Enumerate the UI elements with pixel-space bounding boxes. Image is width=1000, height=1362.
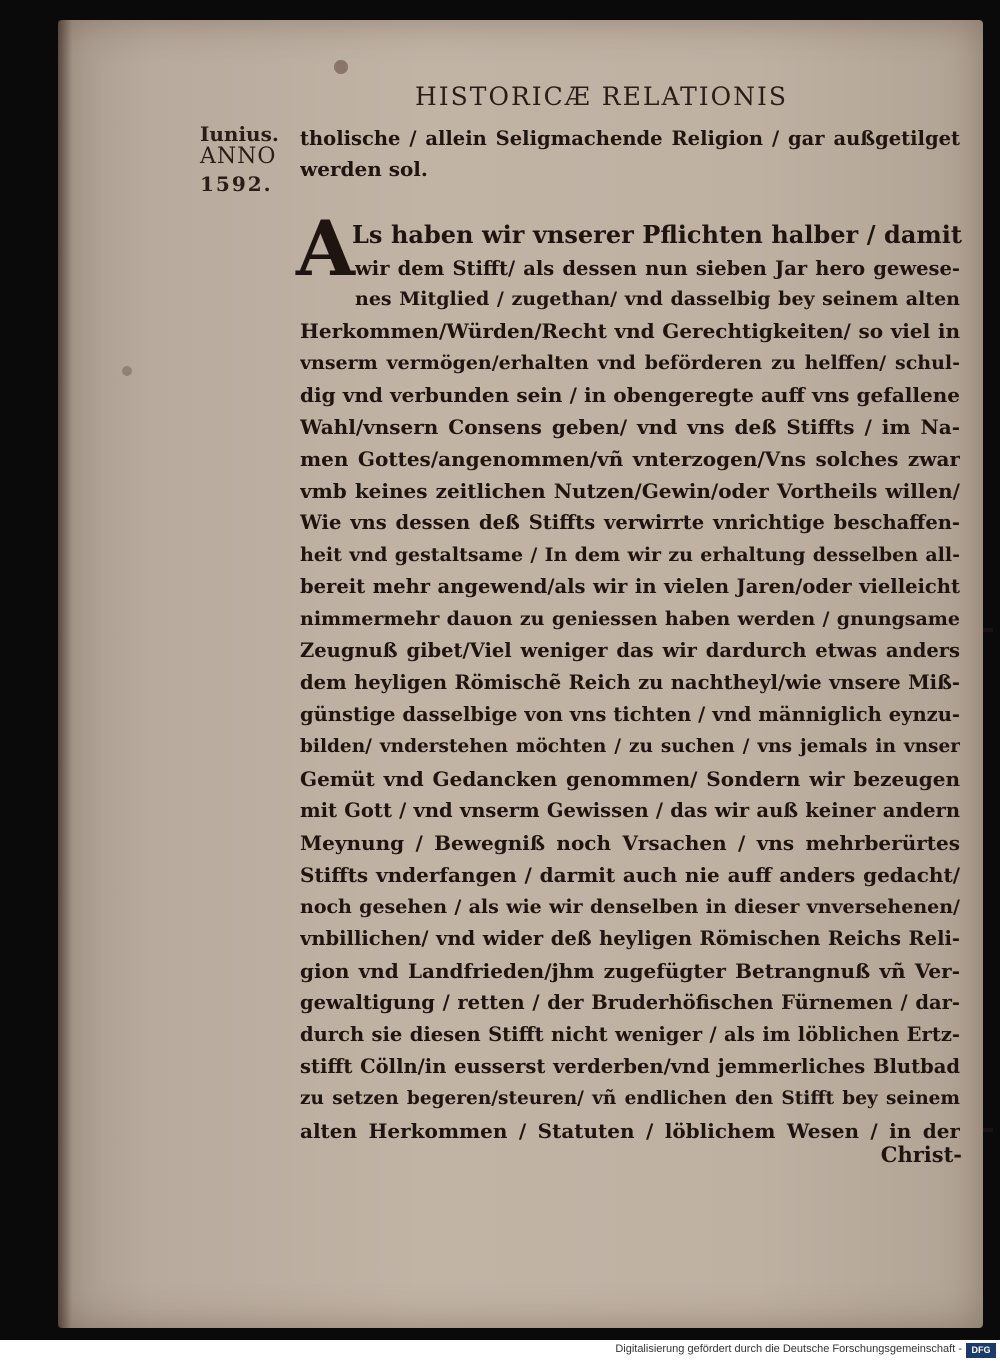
text-line: durch sie diesen Stifft nicht weniger / als im löblichen Ertz- — [300, 1023, 960, 1046]
text-line: Stiffts vnderfangen / darmit auch nie auff anders gedacht/ — [300, 863, 960, 887]
text-line: Gemüt vnd Gedancken genommen/ Sondern wir bezeugen — [300, 767, 960, 791]
text-line: Meynung / Bewegniß noch Vrsachen / vns mehrberürtes — [300, 831, 960, 855]
running-head: HISTORICÆ RELATIONIS — [415, 82, 789, 111]
text-line: werden sol. — [300, 157, 428, 181]
text-line: Wie vns dessen deß Stiffts verwirrte vnrichtige beschaffen- — [300, 511, 960, 534]
text-line: Ls haben wir vnserer Pflichten halber / damit — [352, 220, 962, 249]
text-line: gion vnd Landfrieden/jhm zugefügter Betrangnuß vñ Ver- — [300, 959, 960, 983]
text-line: stifft Cölln/in eusserst verderben/vnd jemmerliches Blutbad — [300, 1055, 960, 1078]
margin-note-year: 1592. — [200, 172, 273, 196]
dfg-logo-icon: DFG — [966, 1343, 996, 1358]
decorated-initial: A — [296, 204, 355, 293]
text-line: vnbillichen/ vnd wider deß heyligen Römischen Reichs Reli- — [300, 927, 960, 950]
text-line: günstige dasselbige von vns tichten / vnd männiglich eynzu- — [300, 703, 960, 726]
text-line: Herkommen/Würden/Recht vnd Gerechtigkeiten/ so viel in — [300, 319, 960, 343]
text-line: zu setzen begeren/steuren/ vñ endlichen den Stifft bey seinem — [300, 1088, 960, 1109]
text-line: dig vnd verbunden sein / in obengeregte auff vns gefallene — [300, 383, 960, 407]
text-line: tholische / allein Seligmachende Religion / gar außgetilget — [300, 127, 960, 150]
text-line: nes Mitglied / zugethan/ vnd dasselbig bey seinem alten — [355, 288, 960, 310]
page-gutter-shadow — [58, 20, 72, 1328]
text-line: vmb keines zeitlichen Nutzen/Gewin/oder Vortheils willen/ — [300, 479, 960, 503]
text-line: wir dem Stifft/ als dessen nun sieben Jar hero gewese- — [355, 257, 960, 280]
page-edge-mark — [983, 628, 993, 632]
text-line: bilden/ vnderstehen möchten / zu suchen / vns jemals in vnser — [300, 736, 960, 757]
margin-note-month: Iunius. — [200, 122, 279, 146]
text-line: bereit mehr angewend/als wir in vielen Jaren/oder vielleicht — [300, 575, 960, 598]
footer-credit: Digitalisierung gefördert durch die Deutsche Forschungsgemeinschaft - — [615, 1343, 962, 1355]
margin-note-anno: ANNO — [200, 144, 277, 169]
page-edge-mark — [983, 1128, 993, 1132]
ink-stain — [334, 60, 348, 74]
ink-stain — [122, 366, 132, 376]
text-line: noch gesehen / als wie wir denselben in dieser vnversehenen/ — [300, 896, 960, 918]
text-line: nimmermehr dauon zu geniessen haben werden / gnungsame — [300, 608, 960, 630]
text-line: heit vnd gestaltsame / In dem wir zu erhaltung desselben all- — [300, 544, 960, 566]
catchword: Christ- — [880, 1142, 962, 1167]
footer-bar — [0, 1340, 1000, 1362]
text-line: dem heyligen Römischẽ Reich zu nachtheyl/wie vnsere Miß- — [300, 671, 960, 694]
text-line: Wahl/vnsern Consens geben/ vnd vns deß Stiffts / im Na- — [300, 415, 960, 439]
text-line: alten Herkommen / Statuten / löblichem Wesen / in der — [300, 1119, 960, 1143]
text-line: men Gottes/angenommen/vñ vnterzogen/Vns solches zwar — [300, 447, 960, 471]
text-line: gewaltigung / retten / der Bruderhöfischen Fürnemen / dar- — [300, 991, 960, 1014]
text-line: Zeugnuß gibet/Viel weniger das wir dardurch etwas anders — [300, 639, 960, 662]
text-line: vnserm vermögen/erhalten vnd beförderen zu helffen/ schul- — [300, 352, 960, 374]
text-line: mit Gott / vnd vnserm Gewissen / das wir auß keiner andern — [300, 799, 960, 822]
